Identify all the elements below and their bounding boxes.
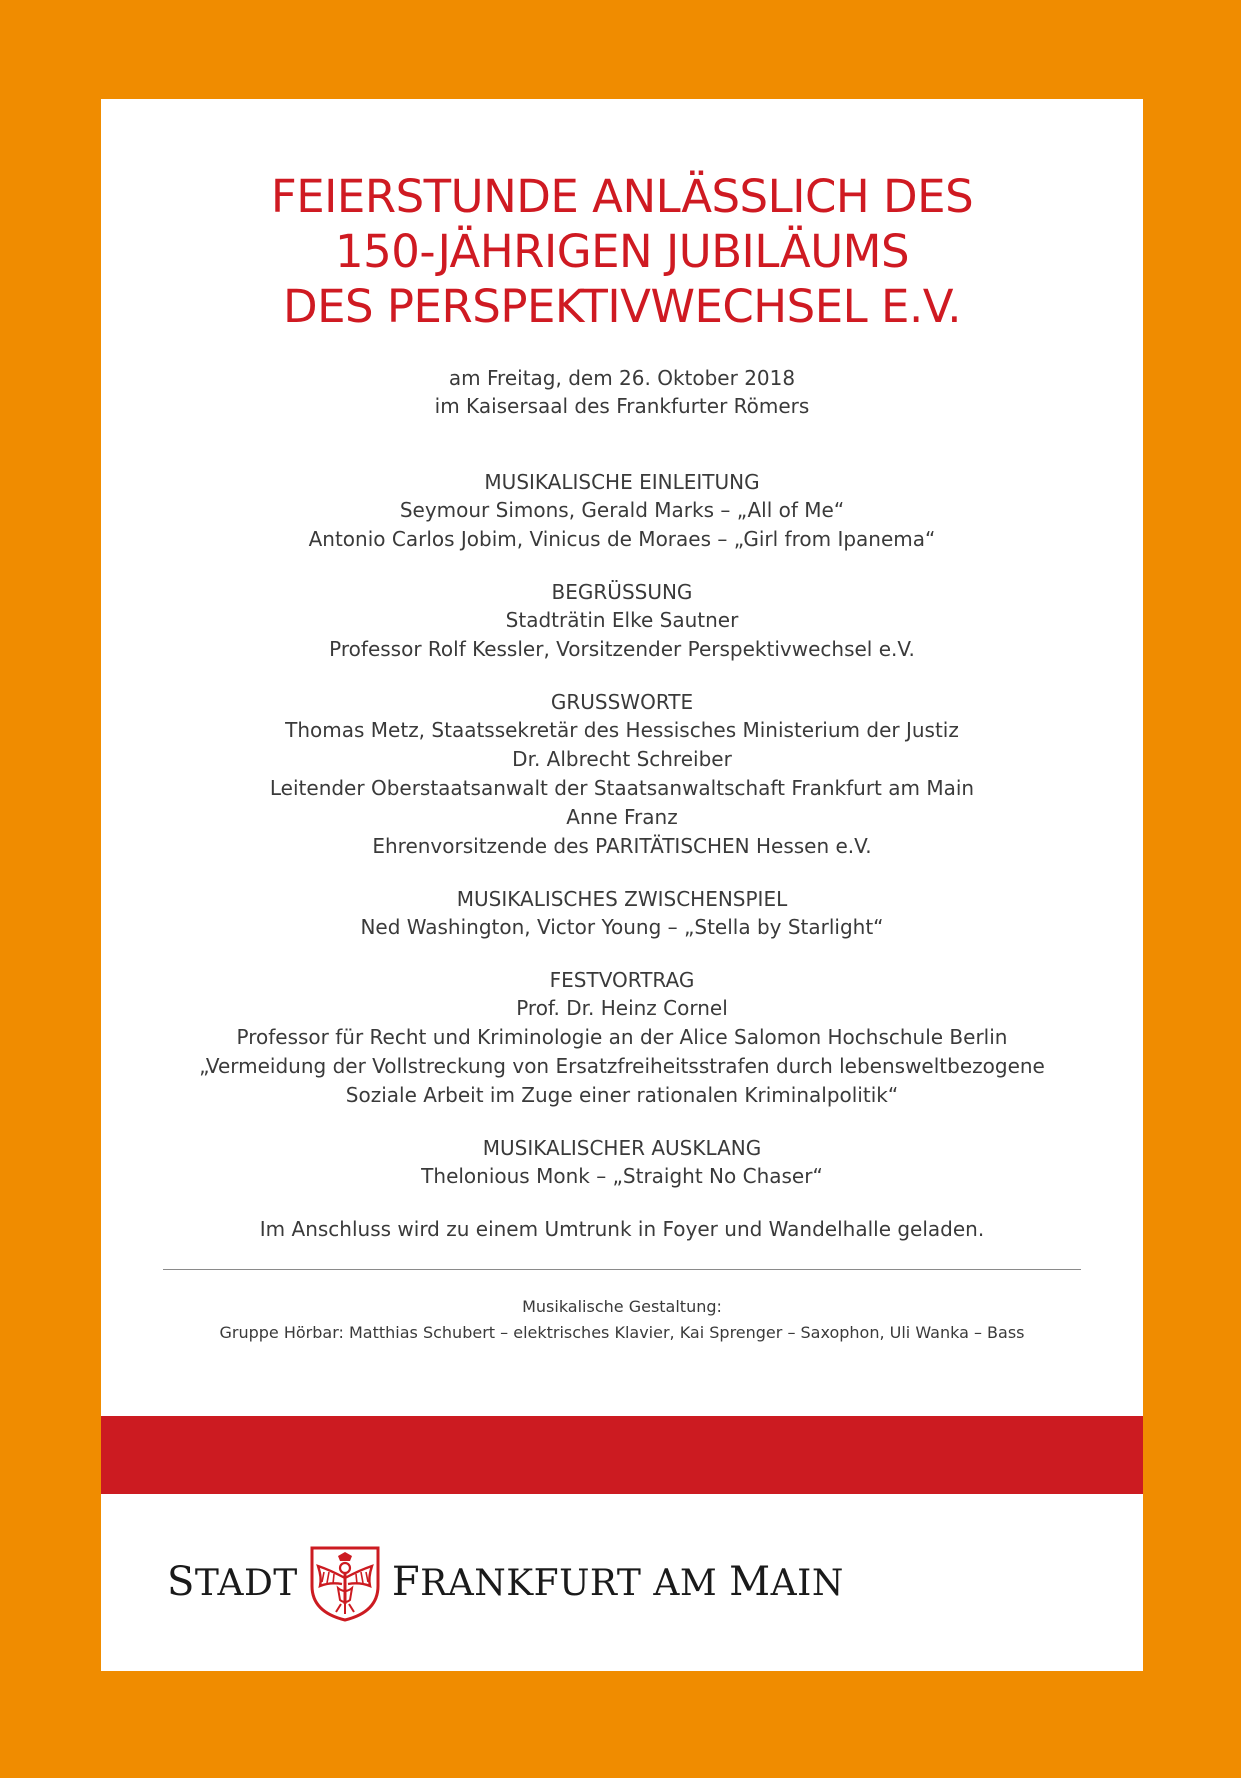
logo-word-stadt: STADT bbox=[167, 1559, 298, 1605]
program-line: Thomas Metz, Staatssekretär des Hessisches Ministerium der Justiz bbox=[285, 718, 959, 742]
program bbox=[101, 468, 1143, 1191]
event-date: am Freitag, dem 26. Oktober 2018 bbox=[448, 366, 796, 390]
program-section bbox=[101, 966, 1143, 1110]
credits-text: Gruppe Hörbar: Matthias Schubert – elektrisches Klavier, Kai Sprenger – Saxophon, Uli Wanka – Bass bbox=[219, 1323, 1025, 1342]
program-line: Antonio Carlos Jobim, Vinicus de Moraes – „Girl from Ipanema“ bbox=[308, 527, 936, 551]
credits-label: Musikalische Gestaltung: bbox=[522, 1297, 722, 1316]
program-line: Leitender Oberstaatsanwalt der Staatsanwaltschaft Frankfurt am Main bbox=[269, 776, 975, 800]
section-heading: MUSIKALISCHER AUSKLANG bbox=[482, 1136, 762, 1160]
invitation-content bbox=[101, 99, 1143, 1346]
title-line: DES PERSPEKTIVWECHSEL E.V. bbox=[282, 280, 962, 333]
program-line: Ned Washington, Victor Young – „Stella by Starlight“ bbox=[360, 915, 884, 939]
program-line: Soziale Arbeit im Zuge einer rationalen Kriminalpolitik“ bbox=[345, 1083, 899, 1107]
program-line: Prof. Dr. Heinz Cornel bbox=[516, 996, 728, 1020]
red-banner bbox=[101, 1416, 1143, 1494]
logo-word-frankfurt-am-main: FRANKFURT AM MAIN bbox=[391, 1559, 844, 1605]
program-section bbox=[101, 468, 1143, 554]
program-line: Ehrenvorsitzende des PARITÄTISCHEN Hessen e.V. bbox=[372, 834, 872, 858]
title-line: 150-JÄHRIGEN JUBILÄUMS bbox=[334, 225, 910, 278]
divider bbox=[163, 1269, 1081, 1270]
section-heading: FESTVORTRAG bbox=[549, 968, 695, 992]
stadt-frankfurt-logo bbox=[167, 1542, 844, 1622]
title-line: FEIERSTUNDE ANLÄSSLICH DES bbox=[270, 170, 974, 223]
frankfurt-eagle-crest-icon bbox=[308, 1542, 382, 1622]
program-section bbox=[101, 1134, 1143, 1191]
program-line: Anne Franz bbox=[566, 805, 678, 829]
section-heading: BEGRÜSSUNG bbox=[551, 580, 693, 604]
program-line: Professor für Recht und Kriminologie an der Alice Salomon Hochschule Berlin bbox=[236, 1025, 1008, 1049]
section-heading: MUSIKALISCHE EINLEITUNG bbox=[484, 470, 760, 494]
program-line: „Vermeidung der Vollstreckung von Ersatzfreiheitsstrafen durch lebensweltbezogene bbox=[199, 1054, 1045, 1078]
event-info bbox=[101, 364, 1143, 420]
section-heading: MUSIKALISCHES ZWISCHENSPIEL bbox=[456, 887, 788, 911]
program-section bbox=[101, 688, 1143, 861]
program-section bbox=[101, 885, 1143, 942]
invitation-card bbox=[101, 99, 1143, 1671]
event-location: im Kaisersaal des Frankfurter Römers bbox=[434, 394, 810, 418]
program-line: Seymour Simons, Gerald Marks – „All of Me“ bbox=[399, 498, 845, 522]
program-line: Dr. Albrecht Schreiber bbox=[512, 747, 732, 771]
section-heading: GRUSSWORTE bbox=[550, 690, 694, 714]
program-section bbox=[101, 578, 1143, 664]
page-title bbox=[101, 99, 1143, 334]
program-line: Stadträtin Elke Sautner bbox=[505, 608, 739, 632]
credits bbox=[101, 1294, 1143, 1346]
closing-note: Im Anschluss wird zu einem Umtrunk in Foyer und Wandelhalle geladen. bbox=[259, 1217, 985, 1241]
program-line: Professor Rolf Kessler, Vorsitzender Perspektivwechsel e.V. bbox=[329, 637, 915, 661]
program-line: Thelonious Monk – „Straight No Chaser“ bbox=[421, 1164, 823, 1188]
